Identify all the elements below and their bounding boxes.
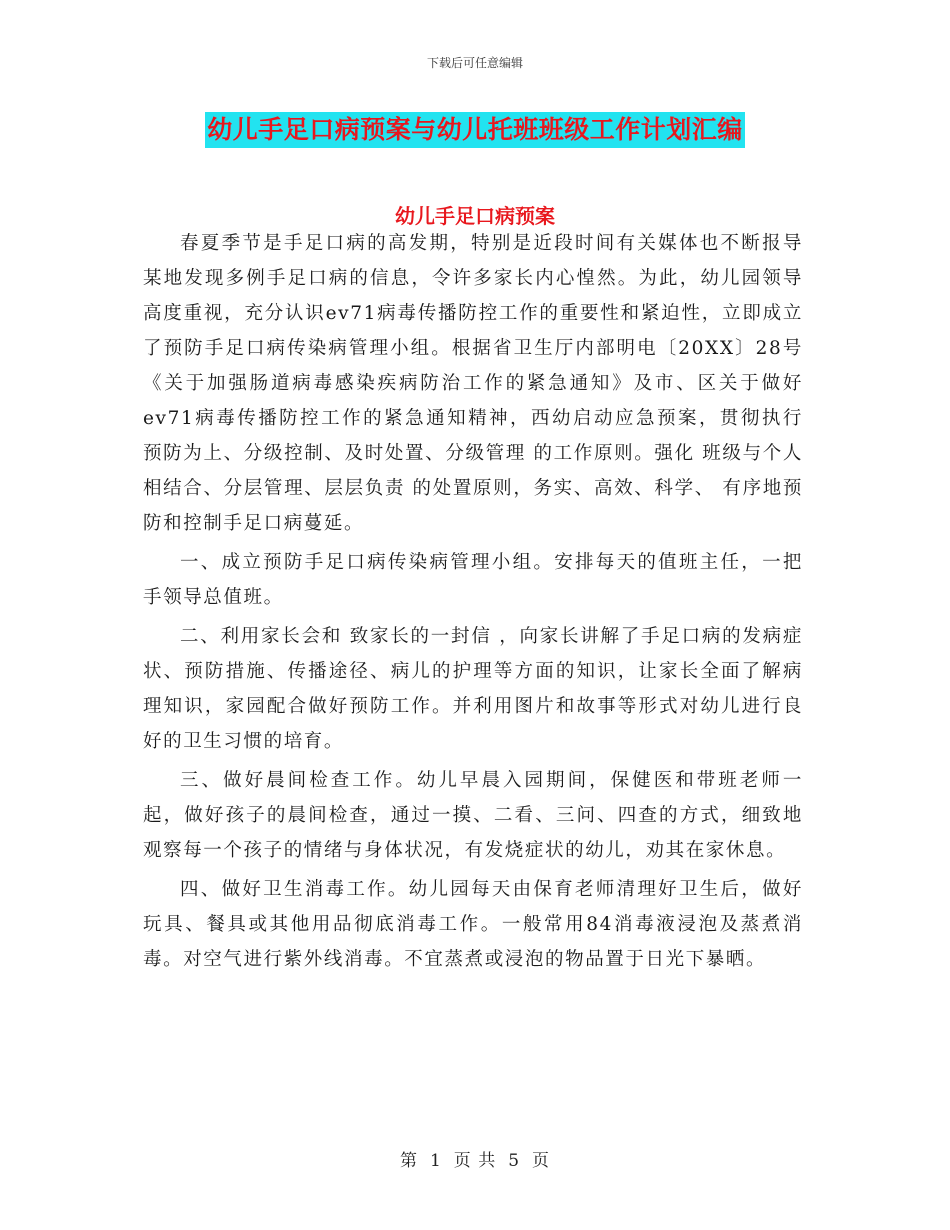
main-title: 幼儿手足口病预案与幼儿托班班级工作计划汇编 <box>205 112 745 148</box>
paragraph-intro: 春夏季节是手足口病的高发期，特别是近段时间有关媒体也不断报导某地发现多例手足口病的信息，令许多家长内心惶然。为此，幼儿园领导高度重视，充分认识ev71病毒传播防控工作的重要性和紧迫性，立即成立了预防手足口病传染病管理小组。根据省卫生厅内部明电〔20XX〕28号《关于加强肠道病毒感染疾病防治工作的紧急通知》及市、区关于做好ev71病毒传播防控工作的紧急通知精神，西幼启动应急预案，贯彻执行 预防为上、分级控制、及时处置、分级管理 的工作原则。强化 班级与个人相结合、分层管理、层层负责 的处置原则，务实、高效、科学、 有序地预防和控制手足口病蔓延。 <box>143 233 803 534</box>
footer-mid: 页 共 <box>453 1151 497 1171</box>
footer-prefix: 第 <box>399 1151 418 1171</box>
paragraph-item-2: 二、利用家长会和 致家长的一封信 ，向家长讲解了手足口病的发病症状、预防措施、传播途径、病儿的护理等方面的知识，让家长全面了解病理知识，家园配合做好预防工作。并利用图片和故事等形式对幼儿进行良好的卫生习惯的培育。 <box>143 626 803 752</box>
paragraph-item-4: 四、做好卫生消毒工作。幼儿园每天由保育老师清理好卫生后，做好玩具、餐具或其他用品彻底消毒工作。一般常用84消毒液浸泡及蒸煮消毒。对空气进行紫外线消毒。不宜蒸煮或浸泡的物品置于日光下暴晒。 <box>143 879 803 970</box>
paragraph-item-3: 三、做好晨间检查工作。幼儿早晨入园期间，保健医和带班老师一起，做好孩子的晨间检查，通过一摸、二看、三问、四查的方式，细致地观察每一个孩子的情绪与身体状况，有发烧症状的幼儿，劝其在家休息。 <box>143 770 803 861</box>
main-title-container <box>0 112 950 148</box>
paragraph-item-1: 一、成立预防手足口病传染病管理小组。安排每天的值班主任，一把手领导总值班。 <box>143 552 803 608</box>
footer-suffix: 页 <box>532 1151 551 1171</box>
section-title: 幼儿手足口病预案 <box>395 204 555 228</box>
page-footer <box>0 1146 950 1171</box>
document-body <box>143 226 803 981</box>
footer-total-pages: 5 <box>508 1151 521 1171</box>
header-note: 下载后可任意编辑 <box>426 56 523 70</box>
footer-current-page: 1 <box>429 1151 442 1171</box>
